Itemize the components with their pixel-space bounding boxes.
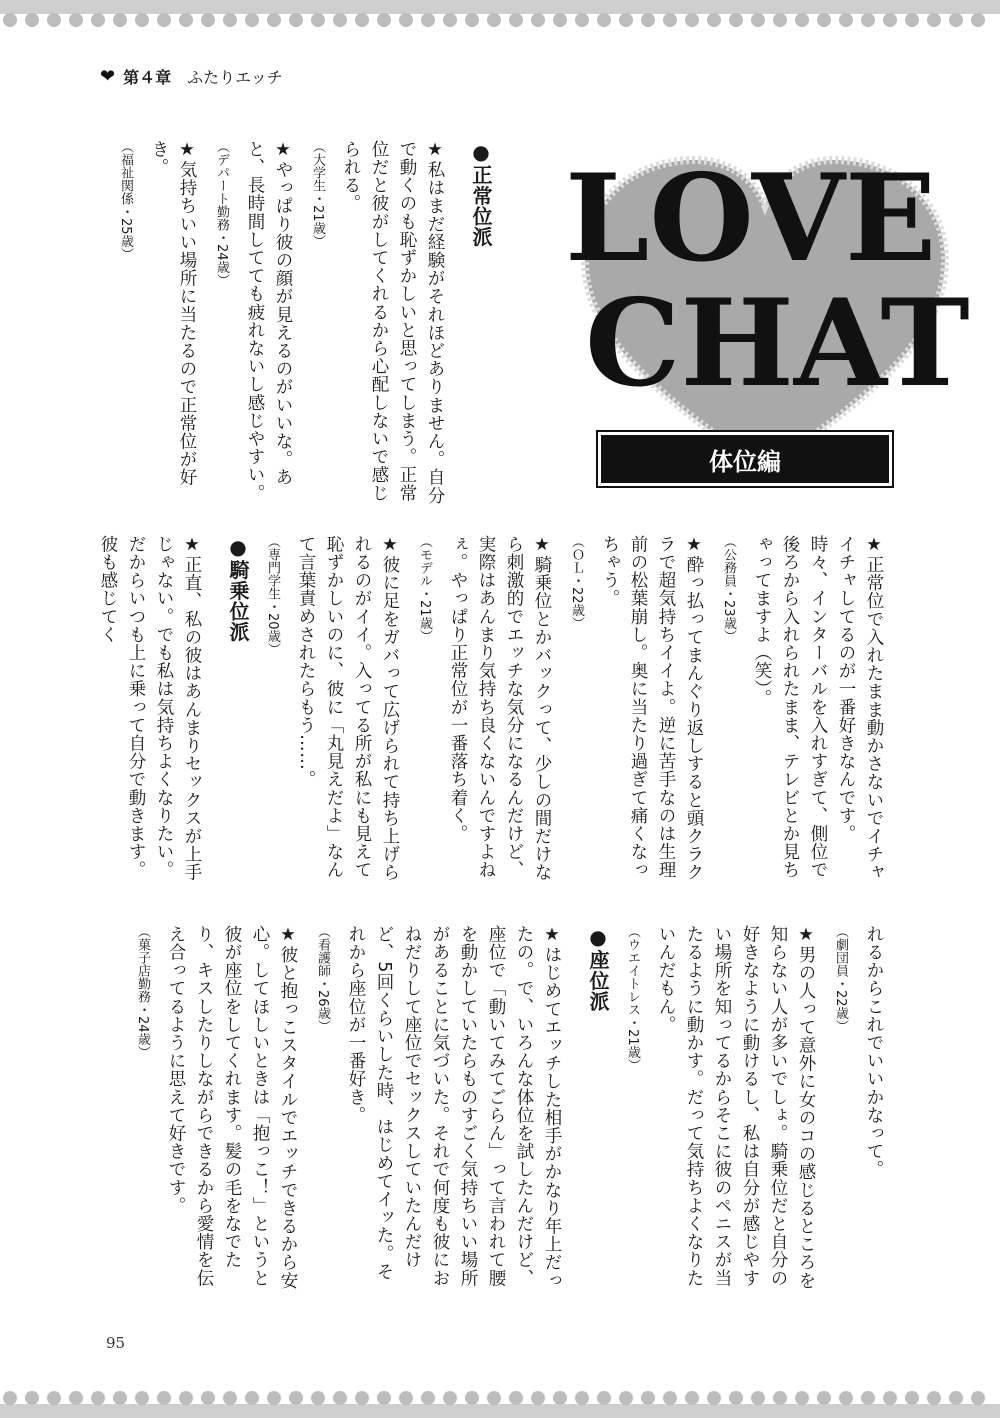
entry-text: ★彼に足をガバって広げられて持ち上げられるのがイイ。入ってる所が私にも見えて恥ずかしいのに、彼に「丸見えだよ」なんて言葉責めされたらもう……。 bbox=[296, 535, 400, 882]
entry-text: ★酔っ払ってまんぐり返しすると頭クラクラで超気持ちイイよ。逆に苦手なのは生理前の松葉崩し。奥に当たり過ぎて痛くなっちゃう。 bbox=[600, 535, 704, 882]
section-banner: 体位編 bbox=[598, 432, 892, 486]
chapter-header bbox=[100, 62, 283, 90]
entry-text: ★彼と抱っこスタイルでエッチできるから安心。してほしいときは「抱っこ！」というと彼が座位をしてくれます。髪の毛をなでたり、キスしたりしながらできるから愛情を伝え合ってるように思えて好きです。 bbox=[166, 925, 298, 1290]
entry-author: （福祉関係・25歳） bbox=[118, 140, 133, 261]
logo-chat: CHAT bbox=[585, 273, 970, 414]
section-heading: ●座位派 bbox=[586, 925, 610, 1012]
entry-author: （大学生・21歳） bbox=[310, 140, 325, 248]
chapter-title: ふたりエッチ bbox=[187, 67, 283, 87]
entry-author: （ウエイトレス・21歳） bbox=[625, 925, 640, 1072]
entry-author: （劇団員・22歳） bbox=[833, 925, 848, 1033]
entry-author: （公務員・23歳） bbox=[721, 535, 736, 643]
entry-text: ★やっぱり彼の顔が見えるのがいいな。あと、長時間してても疲れないし感じやすい。 bbox=[245, 140, 293, 502]
entry-text: ★男の人って意外に女のコの感じるところを知らない人が多いでしょ。騎乗位だと自分の好きなように動けるし、私は自分が感じやすい場所を知ってるからそこに彼のペニスが当たるように動かす。だって気持ちよくなりたいんだもん。 bbox=[656, 925, 816, 1290]
entry-text: れるからこれでいいかなって。 bbox=[864, 925, 884, 1179]
entry-text: ★正常位で入れたまま動かさないでイチャイチャしてるのが一番好きなんです。時々、インターバルを入れすぎて、側位で後ろから入れられたまま、テレビとか見ちゃってますよ（笑）。 bbox=[752, 535, 884, 882]
entry-text: ★正直、私の彼はあんまりセックスが上手じゃない。でも私は気持ちよくなりたい。だからいつも上に乗って自分で動きます。彼も感じてく bbox=[98, 535, 202, 882]
section-heading: ●騎乗位派 bbox=[226, 535, 250, 642]
entry-text: ★はじめてエッチした相手がかなり年上だったの。で、いろんな体位を試したんだけど、座位で「動いてみてごらん」って言われて腰を動かしていたらものすごく気持ちいい場所があることに気づいた。それで何度も彼におねだりして座位でセックスしていたんだけど、5回くらいした時、はじめてイッた。それから座位が一番好き。 bbox=[346, 925, 562, 1290]
chapter-number: 第４章 bbox=[123, 67, 172, 87]
entry-author: （専門学生・20歳） bbox=[265, 535, 280, 656]
heart-icon: ❤ bbox=[100, 65, 116, 87]
entry-author: （モデル・21歳） bbox=[417, 535, 432, 643]
section-heading: ●正常位派 bbox=[469, 140, 493, 247]
lace-border-bottom bbox=[0, 1378, 1000, 1418]
logo-love: LOVE bbox=[565, 148, 937, 289]
entry-text: ★気持ちいい場所に当たるので正常位が好き。 bbox=[149, 140, 197, 487]
entry-author: （菓子店勤務・24歳） bbox=[135, 925, 150, 1059]
top-block bbox=[105, 140, 495, 510]
bottom-block bbox=[122, 925, 888, 1290]
entry-author: （ＯＬ・22歳） bbox=[569, 535, 584, 630]
entry-author: （デパート勤務・24歳） bbox=[214, 140, 229, 287]
page-number: 95 bbox=[106, 1334, 126, 1352]
entry-text: ★私はまだ経験がそれほどありません。自分で動くのも恥ずかしいと思ってしまう。正常位だと彼がしてくれるから心配しないで感じられる。 bbox=[341, 140, 445, 505]
middle-block bbox=[88, 535, 888, 890]
entry-text: ★騎乗位とかバックって、少しの間だけなら刺激的でエッチな気分になるんだけど、実際はあんまり気持ち良くないんですよねぇ。やっぱり正常位が一番落ち着く。 bbox=[448, 535, 552, 882]
entry-author: （看護師・26歳） bbox=[315, 925, 330, 1033]
lace-border-top bbox=[0, 0, 1000, 40]
